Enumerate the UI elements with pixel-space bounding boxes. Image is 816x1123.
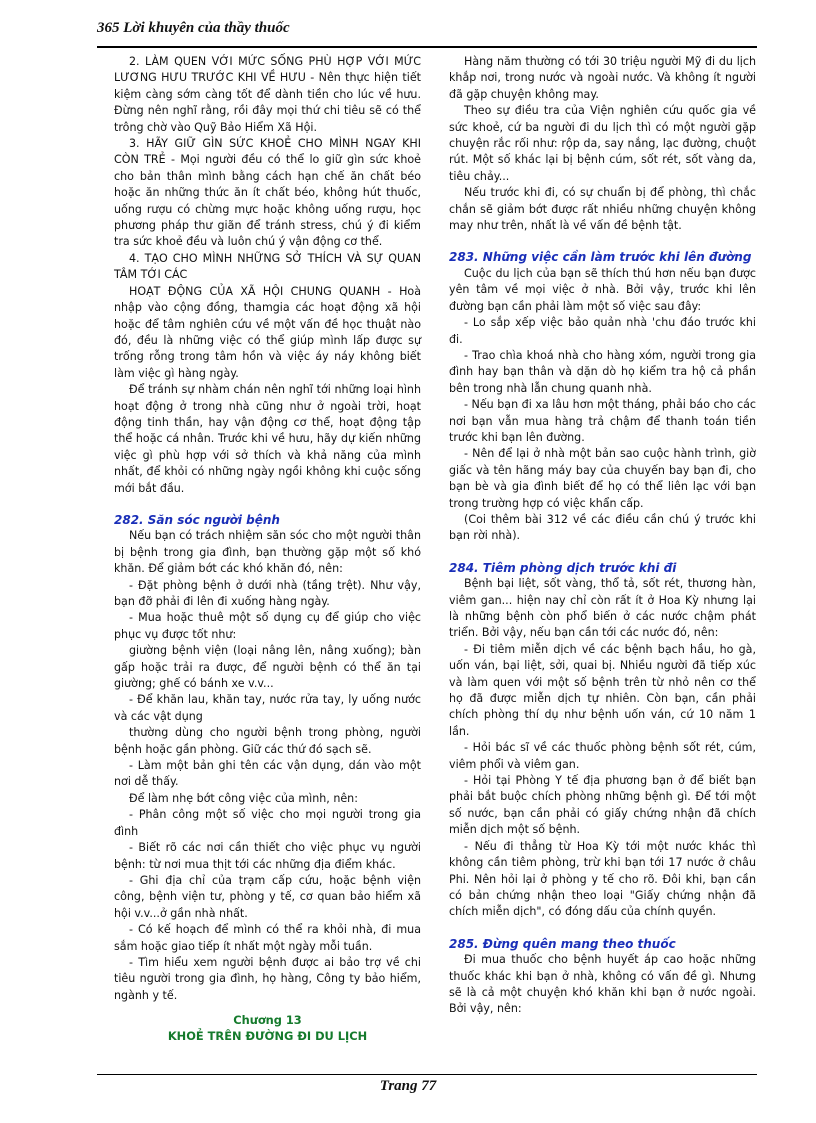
list-item: - Nên để lại ở nhà một bản sao cuộc hành trình, giờ giấc và tên hãng máy bay của chuyến bay bạn đi, cho bạn bè và gia đình biết để họ có thể liên lạc với bạn trong trường hợp có việc khẩn cấp.	[449, 447, 756, 510]
chapter-title: KHOẺ TRÊN ĐƯỜNG ĐI DU LỊCH	[167, 1029, 368, 1044]
running-header: 365 Lời khuyên của thầy thuốc	[97, 20, 290, 36]
paragraph: Bệnh bại liệt, sốt vàng, thổ tả, sốt rét, thương hàn, viêm gan... hiện nay chỉ còn rất ít ở Hoa Kỳ nhưng lại là những bệnh còn phổ biến ở các nước chậm phát triển. Bởi vậy, nếu bạn cần tới các nước đó, nên:	[449, 577, 756, 640]
paragraph: Để tránh sự nhàm chán nên nghĩ tới những loại hình hoạt động ở trong nhà cũng như ở ngoài trời, hoạt động tinh thần, hay vận động cơ thể, hoạt động tập thể hoặc cá nhân. Trước khi về hưu, hãy dự kiến những việc gì phù hợp với sở thích và khả năng của mình nhất, để khỏi có những ngày ngồi không khi cuộc sống mới bắt đầu.	[114, 383, 421, 495]
paragraph: 4. TẠO CHO MÌNH NHỮNG SỞ THÍCH VÀ SỰ QUAN TÂM TỚI CÁC	[114, 251, 421, 282]
list-item: - Mua hoặc thuê một số dụng cụ để giúp cho việc phục vụ được tốt như:	[114, 611, 421, 641]
paragraph: (Coi thêm bài 312 về các điều cần chú ý trước khi bạn rời nhà).	[449, 512, 756, 543]
paragraph: Hàng năm thường có tới 30 triệu người Mỹ đi du lịch khắp nơi, trong nước và ngoài nước. Và không ít người đã gặp chuyện không may.	[449, 55, 756, 101]
list-item: - Lo sắp xếp việc bảo quản nhà 'chu đáo trước khi đi.	[449, 316, 756, 346]
paragraph: Đi mua thuốc cho bệnh huyết áp cao hoặc những thuốc khác khi bạn ở nhà, không có vấn đề gì. Nhưng sẽ là cả một chuyện khó khăn khi bạn ở nước ngoài. Bởi vậy, nên:	[449, 953, 756, 1016]
list-item: - Biết rõ các nơi cần thiết cho việc phục vụ người bệnh: từ nơi mua thịt tới các những địa điểm khác.	[114, 841, 421, 871]
paragraph: thường dùng cho người bệnh trong phòng, người bệnh hoặc gần phòng. Giữ các thứ đó sạch sẽ.	[114, 726, 421, 756]
list-item: - Hỏi tại Phòng Y tế địa phương bạn ở để biết bạn phải bắt buộc chích phòng những bệnh gì. Để tới một số nước, bạn cần phải có giấy chứng nhận đã chích miễn dịch một số bệnh.	[449, 774, 756, 837]
header-divider	[97, 46, 757, 48]
paragraph: 3. HÃY GIỮ GÌN SỨC KHOẺ CHO MÌNH NGAY KHI CÒN TRẺ - Mọi người đều có thể lo giữ gìn sức khoẻ cho bản thân mình bằng cách hạn chế ăn chất béo hoặc ăn những thức ăn ít chất béo, không hút thuốc, uống rượu có chừng mực hoặc không uống rượu, học phương pháp thư giãn để tránh stress, chú ý đi kiểm tra sức khoẻ đều và luôn chú ý vận động cơ thể.	[114, 137, 421, 249]
section-heading-284: 284. Tiêm phòng dịch trước khi đi	[449, 560, 677, 575]
paragraph: Để làm nhẹ bớt công việc của mình, nên:	[129, 791, 358, 805]
paragraph: Theo sự điều tra của Viện nghiên cứu quốc gia về sức khoẻ, cứ ba người đi du lịch thì có một người gặp chuyện rắc rối như: rộp da, say nắng, lạc đường, chuột rút. Một số khác lại bị bệnh cúm, sốt rét, sốt vàng da, tiêu chảy...	[449, 104, 756, 183]
section-heading-282: 282. Săn sóc người bệnh	[114, 512, 280, 527]
list-item: - Để khăn lau, khăn tay, nước rửa tay, ly uống nước và các vật dụng	[114, 693, 421, 723]
list-item: - Nếu bạn đi xa lâu hơn một tháng, phải báo cho các nơi bạn vẫn mua hàng trả chậm để thanh toán tiền trước khi bạn lên đường.	[449, 398, 756, 444]
list-item: - Phân công một số việc cho mọi người trong gia đình	[114, 808, 421, 838]
section-heading-283: 283. Những việc cần làm trước khi lên đường	[449, 250, 752, 265]
paragraph: Nếu trước khi đi, có sự chuẩn bị để phòng, thì chắc chắn sẽ giảm bớt được rất nhiều những chuyện không may như trên, nhất là về vấn đề bệnh tật.	[449, 186, 756, 233]
list-item: - Hỏi bác sĩ về các thuốc phòng bệnh sốt rét, cúm, viêm phổi và viêm gan.	[449, 741, 756, 771]
list-item: - Tìm hiểu xem người bệnh được ai bảo trợ về chi tiêu người trong gia đình, họ hàng, Công ty bảo hiểm, ngành y tế.	[114, 955, 421, 1002]
paragraph: 2. LÀM QUEN VỚI MỨC SỐNG PHÙ HỢP VỚI MỨC LƯƠNG HƯU TRƯỚC KHI VỀ HƯU - Nên thực hiện tiết kiệm càng sớm càng tốt để dành tiền cho lúc về hưu. Đừng nên nghĩ rằng, rồi đây mọi thứ chi tiêu sẽ có thể trông chờ vào Quỹ Bảo Hiểm Xã Hội.	[114, 55, 421, 134]
paragraph: HOẠT ĐỘNG CỦA XÃ HỘI CHUNG QUANH - Hoà nhập vào cộng đồng, thamgia các hoạt động xã hội hoặc để tâm nghiên cứu về một vấn đề học thuật nào đó, đều là những việc có thể giúp mình lấp được sự trống rỗng trong tâm hồn và việc áy náy không biết làm việc gì hàng ngày.	[114, 284, 421, 380]
right-column	[449, 54, 756, 1018]
list-item: - Có kế hoạch để mình có thể ra khỏi nhà, đi mua sắm hoặc giao tiếp ít nhất một ngày mỗi tuần.	[114, 923, 421, 953]
page-number: Trang 77	[379, 1078, 437, 1094]
list-item: - Đi tiêm miễn dịch về các bệnh bạch hầu, ho gà, uốn ván, bại liệt, sởi, quai bị. Nhiều người đã tiếp xúc và làm quen với một số bệnh trên từ nhỏ nên cơ thể họ đã được miễn dịch tự nhiên. Còn bạn, cần phải chích phòng thí dụ như bệnh uốn ván, cứ 10 năm 1 lần.	[449, 642, 756, 738]
section-heading-285: 285. Đừng quên mang theo thuốc	[449, 936, 676, 951]
paragraph: Cuộc du lịch của bạn sẽ thích thú hơn nếu bạn được yên tâm về mọi việc ở nhà. Bởi vậy, trước khi lên đường bạn cần phải làm một số việc sau đây:	[449, 266, 756, 313]
chapter-number: Chương 13	[233, 1013, 302, 1028]
list-item: - Đặt phòng bệnh ở dưới nhà (tầng trệt). Như vậy, bạn đỡ phải đi lên đi xuống hàng ngày.	[114, 578, 421, 608]
paragraph: giường bệnh viện (loại nâng lên, nâng xuống); bàn gấp hoặc trải ra được, để người bệnh có thể ăn tại giường; ghế có bánh xe v.v...	[114, 644, 421, 691]
list-item: - Trao chìa khoá nhà cho hàng xóm, người trong gia đình hay bạn thân và dặn dò họ kiểm tra hộ cả phần bên trong nhà lẫn chung quanh nhà.	[449, 348, 756, 395]
list-item: - Ghi địa chỉ của trạm cấp cứu, hoặc bệnh viện công, bệnh viện tư, phòng y tế, cơ quan bảo hiểm xã hội v.v...ở gần nhà nhất.	[114, 873, 421, 920]
list-item: - Làm một bản ghi tên các vận dụng, dán vào một nơi dễ thấy.	[114, 759, 421, 789]
left-column	[114, 54, 421, 1044]
paragraph: Nếu bạn có trách nhiệm săn sóc cho một người thân bị bệnh trong gia đình, bạn thường gặp một số khó khăn. Để giảm bớt các khó khăn đó, nên:	[114, 529, 421, 576]
list-item: - Nếu đi thẳng từ Hoa Kỳ tới một nước khác thì không cần tiêm phòng, trừ khi bạn tới 17 nước ở châu Phi. Nên hỏi lại ở phòng y tế cho rõ. Đôi khi, bạn cần có bản chứng nhận theo loại "Giấy chứng nhận đã chích miễn dịch", có đóng dấu của chính quyền.	[449, 839, 756, 919]
footer-divider	[97, 1074, 757, 1075]
